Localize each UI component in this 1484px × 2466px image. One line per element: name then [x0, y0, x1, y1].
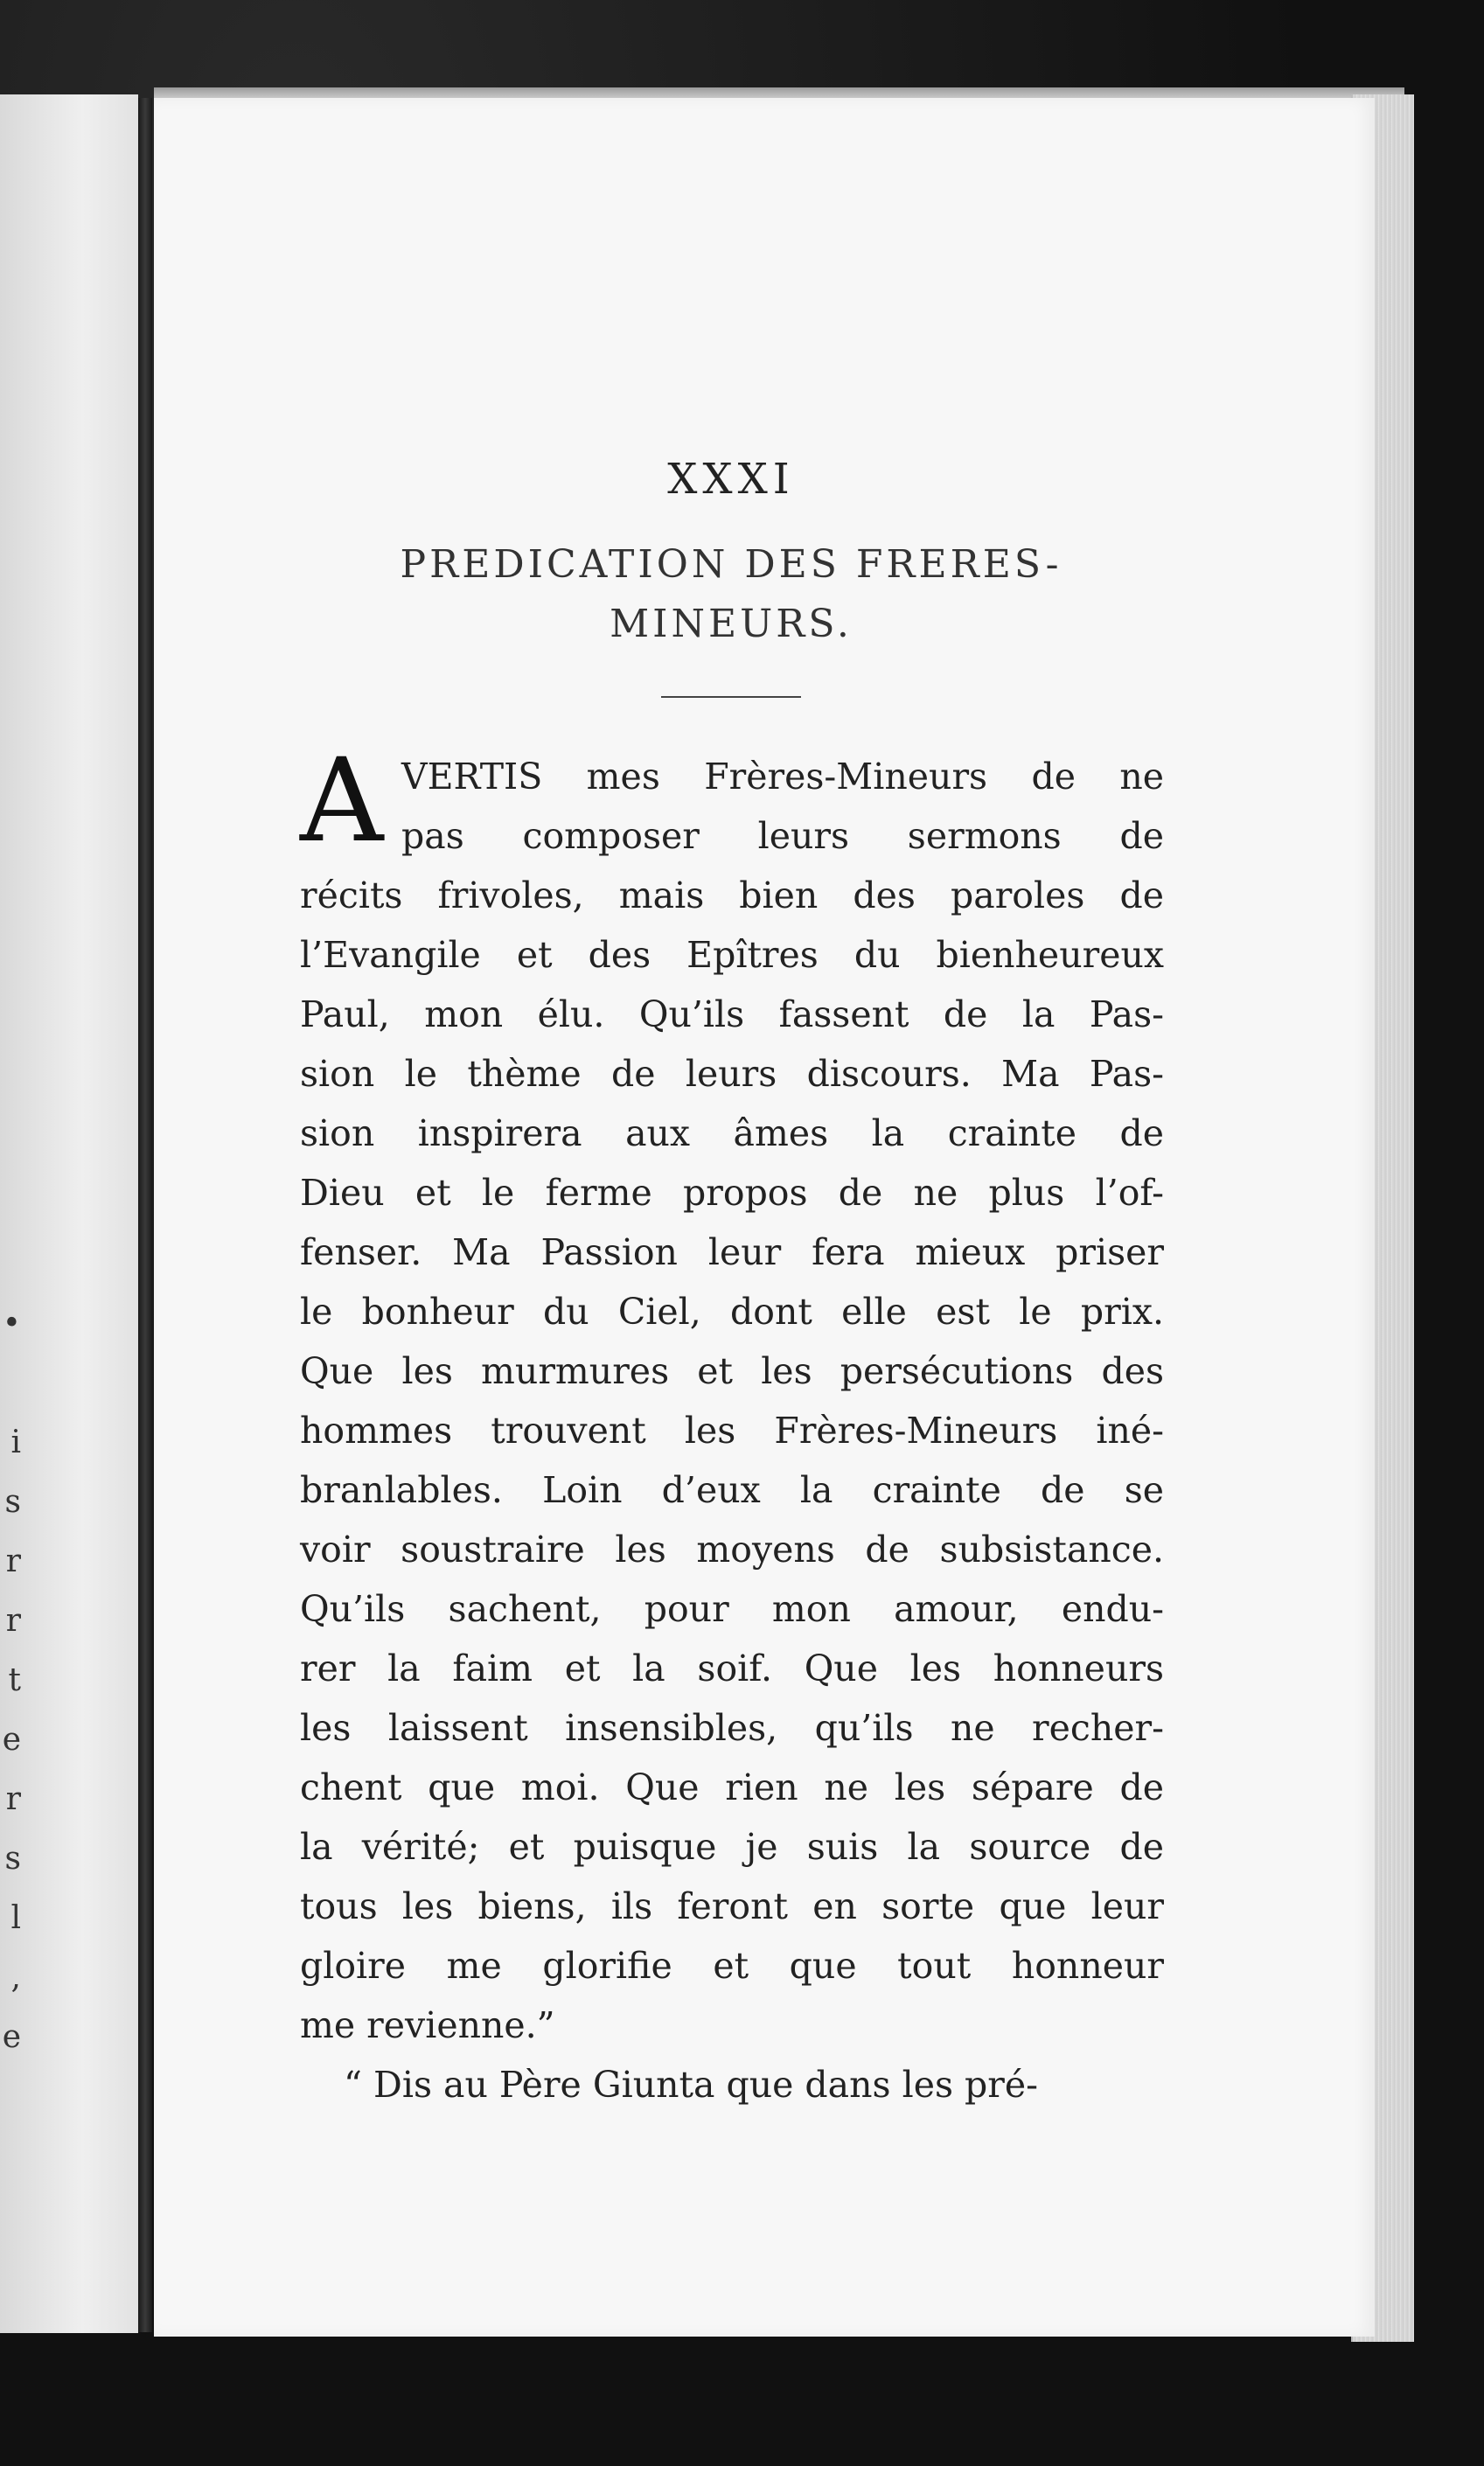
text-line: me revienne.”	[300, 2004, 555, 2046]
text-line: l’Evangile et des Epîtres du bienheureux	[300, 934, 1164, 976]
chapter-number: XXXI	[667, 455, 795, 504]
text-line: VERTIS mes Frères-Mineurs de ne	[401, 756, 1164, 798]
text-line: chent que moi. Que rien ne les sépare de	[300, 1766, 1164, 1808]
text-line: Dieu et le ferme propos de ne plus l’of-	[300, 1172, 1164, 1214]
text-line: les laissent insensibles, qu’ils ne recher-	[300, 1707, 1164, 1749]
text-line: Que les murmures et les persécutions des	[300, 1350, 1164, 1392]
fragment-0: •	[2, 1306, 21, 1341]
fragment-11: ,	[10, 1960, 21, 1996]
fragment-4: r	[5, 1543, 21, 1579]
fragment-6: t	[8, 1662, 21, 1698]
fragment-7: e	[2, 1722, 21, 1758]
fragment-10: l	[10, 1900, 21, 1936]
title-divider	[661, 696, 801, 698]
fragment-5: r	[5, 1603, 21, 1639]
text-line: fenser. Ma Passion leur fera mieux priser	[300, 1231, 1164, 1273]
fragment-12: e	[2, 2019, 21, 2055]
text-line: gloire me glorifie et que tout honneur	[300, 1945, 1164, 1987]
book-gutter	[138, 98, 152, 2332]
fragment-9: s	[4, 1841, 21, 1877]
text-line: tous les biens, ils feront en sorte que leur	[300, 1885, 1164, 1927]
text-line: la vérité; et puisque je suis la source de	[300, 1826, 1164, 1868]
text-line: hommes trouvent les Frères-Mineurs iné-	[300, 1410, 1164, 1452]
fragment-2: i	[10, 1425, 21, 1460]
chapter-title-line-1: PREDICATION DES FRERES-	[400, 542, 1062, 587]
text-line: Paul, mon élu. Qu’ils fassent de la Pas-	[300, 993, 1164, 1035]
fragment-8: r	[5, 1781, 21, 1817]
text-line: branlables. Loin d’eux la crainte de se	[300, 1469, 1164, 1511]
text-line: rer la faim et la soif. Que les honneurs	[300, 1647, 1164, 1689]
next-paragraph-line: “ Dis au Père Giunta que dans les pré-	[344, 2064, 1038, 2106]
text-line: pas composer leurs sermons de	[401, 815, 1164, 857]
text-line: sion le thème de leurs discours. Ma Pas-	[300, 1053, 1164, 1095]
chapter-title-line-2: MINEURS.	[610, 602, 853, 646]
text-line: voir soustraire les moyens de subsistance.	[300, 1529, 1164, 1571]
left-page-text-fragments	[0, 1294, 26, 2067]
text-line: sion inspirera aux âmes la crainte de	[300, 1112, 1164, 1154]
fragment-3: s	[4, 1484, 21, 1520]
text-line: récits frivoles, mais bien des paroles de	[300, 874, 1164, 916]
text-line: Qu’ils sachent, pour mon amour, endu-	[300, 1588, 1164, 1630]
fragment-1	[0, 1354, 26, 1413]
drop-cap: A	[300, 734, 384, 868]
body-text	[300, 734, 1164, 2114]
text-line: le bonheur du Ciel, dont elle est le prix.	[300, 1291, 1164, 1333]
chapter-title	[154, 535, 1308, 654]
